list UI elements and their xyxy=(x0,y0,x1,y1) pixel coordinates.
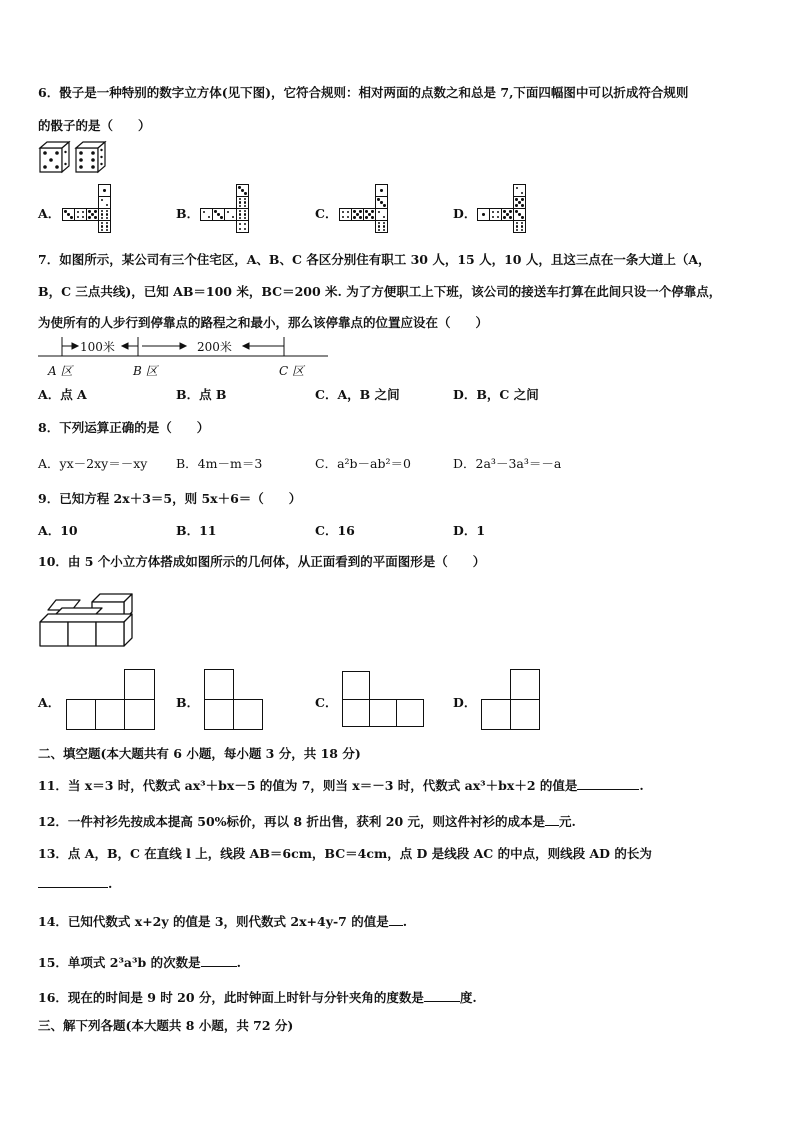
section-2-heading: 二、填空题(本大题共有 6 小题，每小题 3 分，共 18 分) xyxy=(38,746,361,761)
q13-tail: . xyxy=(108,876,113,891)
die-pip xyxy=(521,222,523,224)
die-pip xyxy=(497,216,499,218)
q11-tail: . xyxy=(639,778,644,793)
die-face xyxy=(236,220,249,233)
die-pip xyxy=(106,204,108,206)
q7-stem-line3: 为使所有的人步行到停靠点的路程之和最小，那么该停靠点的位置应设在（ ） xyxy=(38,315,489,330)
die-pip xyxy=(217,213,219,215)
die-face xyxy=(236,196,249,209)
die-pip xyxy=(232,216,234,218)
point-a-label: A 区 xyxy=(48,364,73,378)
die-pip xyxy=(378,211,380,213)
die-pip xyxy=(106,225,108,227)
q6-option-b-label: B． xyxy=(176,206,200,221)
q6-option-a-label: A． xyxy=(38,206,61,221)
die-pip xyxy=(244,223,246,225)
die-pip xyxy=(239,228,241,230)
die-pip xyxy=(365,216,367,218)
q12-tail: 元. xyxy=(559,814,576,829)
q9-stem: 9．已知方程 2x＋3＝5，则 5x＋6＝（ ） xyxy=(38,491,302,506)
die-pip xyxy=(378,225,380,227)
die-pip xyxy=(383,222,385,224)
q13-stem: 13．点 A，B，C 在直线 l 上，线段 AB＝6cm，BC＝4cm，点 D 是线段 AC 的中点，则线段 AD 的长为 xyxy=(38,846,652,861)
die-pip xyxy=(101,229,103,231)
die-pip xyxy=(220,216,222,218)
die-pip xyxy=(244,217,246,219)
q7-option-c: C．A，B 之间 xyxy=(315,387,400,402)
q8-option-c: C．a²b－ab²＝0 xyxy=(315,456,411,471)
die-pip xyxy=(244,228,246,230)
q13-answer-line xyxy=(38,875,112,891)
die-face xyxy=(98,196,111,209)
die-pip xyxy=(244,201,246,203)
q9-option-c: C．16 xyxy=(315,523,355,538)
q8-option-a: A．yx－2xy＝－xy xyxy=(38,456,148,471)
die-pip xyxy=(380,189,382,191)
die-pip xyxy=(342,216,344,218)
q14-text: 14．已知代数式 x+2y 的值是 3，则代数式 2x+4y-7 的值是 xyxy=(38,914,389,929)
die-pip xyxy=(516,225,518,227)
q11-answer-blank[interactable] xyxy=(577,777,639,790)
q7-option-d: D．B，C 之间 xyxy=(453,387,539,402)
die-pip xyxy=(380,201,382,203)
q13-answer-blank[interactable] xyxy=(38,875,108,888)
die-pip xyxy=(227,211,229,213)
section-3-heading: 三、解下列各题(本大题共 8 小题，共 72 分) xyxy=(38,1018,294,1033)
q10-option-d-label: D． xyxy=(453,695,477,710)
segment-bc-label: 200米 xyxy=(197,340,232,354)
q10-option-b-label: B． xyxy=(176,695,200,710)
die-pip xyxy=(106,222,108,224)
die-pip xyxy=(239,223,241,225)
die-pip xyxy=(77,216,79,218)
die-pip xyxy=(244,205,246,207)
die-pip xyxy=(371,216,373,218)
point-c-label: C 区 xyxy=(279,364,304,378)
die-pip xyxy=(497,211,499,213)
die-pip xyxy=(516,229,518,231)
q14-tail: . xyxy=(402,914,408,929)
die-pip xyxy=(239,210,241,212)
die-pip xyxy=(359,210,361,212)
die-pip xyxy=(378,229,380,231)
die-pip xyxy=(342,211,344,213)
q12 xyxy=(38,812,576,830)
die-pip xyxy=(239,217,241,219)
die-pip xyxy=(103,189,105,191)
q6-option-d-label: D． xyxy=(453,206,477,221)
die-pip xyxy=(82,211,84,213)
die-pip xyxy=(371,210,373,212)
die-pip xyxy=(106,210,108,212)
q15 xyxy=(38,953,241,971)
q12-text: 12．一件衬衫先按成本提高 50%标价，再以 8 折出售，获利 20 元，则这件衬衫的成本是 xyxy=(38,814,546,829)
q6-stem-line1: 6．骰子是一种特别的数字立方体(见下图)，它符合规则：相对两面的点数之和总是 7,下面四幅图中可以折成符合规则 xyxy=(38,85,689,100)
die-pip xyxy=(106,213,108,215)
die-pip xyxy=(101,210,103,212)
q6-stem-line2: 的骰子的是（ ） xyxy=(38,118,151,133)
q9-option-d: D．1 xyxy=(453,523,486,538)
q8-option-b: B．4m－m＝3 xyxy=(176,456,263,471)
die-face xyxy=(513,220,526,233)
die-pip xyxy=(368,213,370,215)
die-pip xyxy=(239,213,241,215)
die-pip xyxy=(359,216,361,218)
q16-answer-blank[interactable] xyxy=(424,989,460,1002)
die-pip xyxy=(203,211,205,213)
die-pip xyxy=(94,216,96,218)
die-face xyxy=(513,196,526,209)
die-pip xyxy=(516,187,518,189)
q15-answer-blank[interactable] xyxy=(201,954,237,967)
die-pip xyxy=(492,211,494,213)
q10-option-c-label: C． xyxy=(315,695,338,710)
die-pip xyxy=(101,199,103,201)
die-pip xyxy=(516,222,518,224)
die-pip xyxy=(492,216,494,218)
die-pip xyxy=(101,225,103,227)
die-pip xyxy=(106,217,108,219)
die-pip xyxy=(515,204,517,206)
die-pip xyxy=(383,225,385,227)
die-pip xyxy=(106,229,108,231)
die-pip xyxy=(356,213,358,215)
dice-illustration xyxy=(38,140,110,174)
q8-option-d: D．2a³－3a³＝－a xyxy=(453,456,562,471)
die-pip xyxy=(518,213,520,215)
die-pip xyxy=(347,211,349,213)
q7-stem-line2: B，C 三点共线)，已知 AB＝100 米，BC＝200 米. 为了方便职工上下班，该公司的接送车打算在此间只设一个停靠点， xyxy=(38,284,722,299)
q15-text: 15．单项式 2³a³b 的次数是 xyxy=(38,955,201,970)
die-pip xyxy=(518,201,520,203)
q16 xyxy=(38,988,477,1006)
q9-option-a: A．10 xyxy=(38,523,78,538)
q7-stem-line1: 7．如图所示，某公司有三个住宅区，A、B、C 各区分别住有职工 30 人，15 人，10 人，且这三点在一条大道上（A， xyxy=(38,252,711,267)
q15-tail: . xyxy=(236,955,241,970)
die-pip xyxy=(521,192,523,194)
die-pip xyxy=(353,216,355,218)
die-pip xyxy=(509,216,511,218)
die-pip xyxy=(383,229,385,231)
die-pip xyxy=(521,229,523,231)
q16-tail: 度. xyxy=(459,990,477,1005)
die-pip xyxy=(94,210,96,212)
die-pip xyxy=(521,216,523,218)
die-pip xyxy=(101,213,103,215)
die-pip xyxy=(383,216,385,218)
q7-option-a: A．点 A xyxy=(38,387,87,402)
q14 xyxy=(38,912,407,930)
die-pip xyxy=(91,213,93,215)
die-face xyxy=(375,196,388,209)
q7-option-b: B．点 B xyxy=(176,387,227,402)
die-pip xyxy=(521,225,523,227)
die-pip xyxy=(101,217,103,219)
die-pip xyxy=(239,205,241,207)
die-pip xyxy=(521,204,523,206)
die-pip xyxy=(70,216,72,218)
q11-text: 11．当 x＝3 时，代数式 ax³＋bx－5 的值为 7，则当 x＝－3 时，代数式 ax³＋bx＋2 的值是 xyxy=(38,778,578,793)
q11 xyxy=(38,776,644,794)
segment-ab-label: 100米 xyxy=(80,340,115,354)
die-pip xyxy=(239,201,241,203)
q10-stem: 10．由 5 个小立方体搭成如图所示的几何体，从正面看到的平面图形是（ ） xyxy=(38,554,486,569)
point-b-label: B 区 xyxy=(133,364,158,378)
q6-option-c-label: C． xyxy=(315,206,338,221)
die-pip xyxy=(521,198,523,200)
die-pip xyxy=(506,213,508,215)
die-pip xyxy=(208,216,210,218)
die-pip xyxy=(244,198,246,200)
q8-stem: 8．下列运算正确的是（ ） xyxy=(38,420,210,435)
die-pip xyxy=(244,210,246,212)
q12-answer-blank[interactable] xyxy=(545,813,559,826)
die-pip xyxy=(82,216,84,218)
die-pip xyxy=(67,213,69,215)
q9-option-b: B．11 xyxy=(176,523,217,538)
die-pip xyxy=(383,204,385,206)
die-pip xyxy=(378,222,380,224)
die-pip xyxy=(77,211,79,213)
die-pip xyxy=(244,213,246,215)
cube-stack-illustration xyxy=(38,586,138,650)
die-pip xyxy=(482,213,484,215)
die-pip xyxy=(244,192,246,194)
die-pip xyxy=(241,189,243,191)
die-pip xyxy=(347,216,349,218)
die-face xyxy=(375,220,388,233)
die-pip xyxy=(509,210,511,212)
q16-text: 16．现在的时间是 9 时 20 分，此时钟面上时针与分针夹角的度数是 xyxy=(38,990,424,1005)
die-pip xyxy=(101,222,103,224)
die-pip xyxy=(239,198,241,200)
die-pip xyxy=(88,216,90,218)
q14-answer-blank[interactable] xyxy=(389,913,403,926)
die-face xyxy=(98,220,111,233)
q10-option-a-label: A． xyxy=(38,695,61,710)
die-pip xyxy=(503,216,505,218)
